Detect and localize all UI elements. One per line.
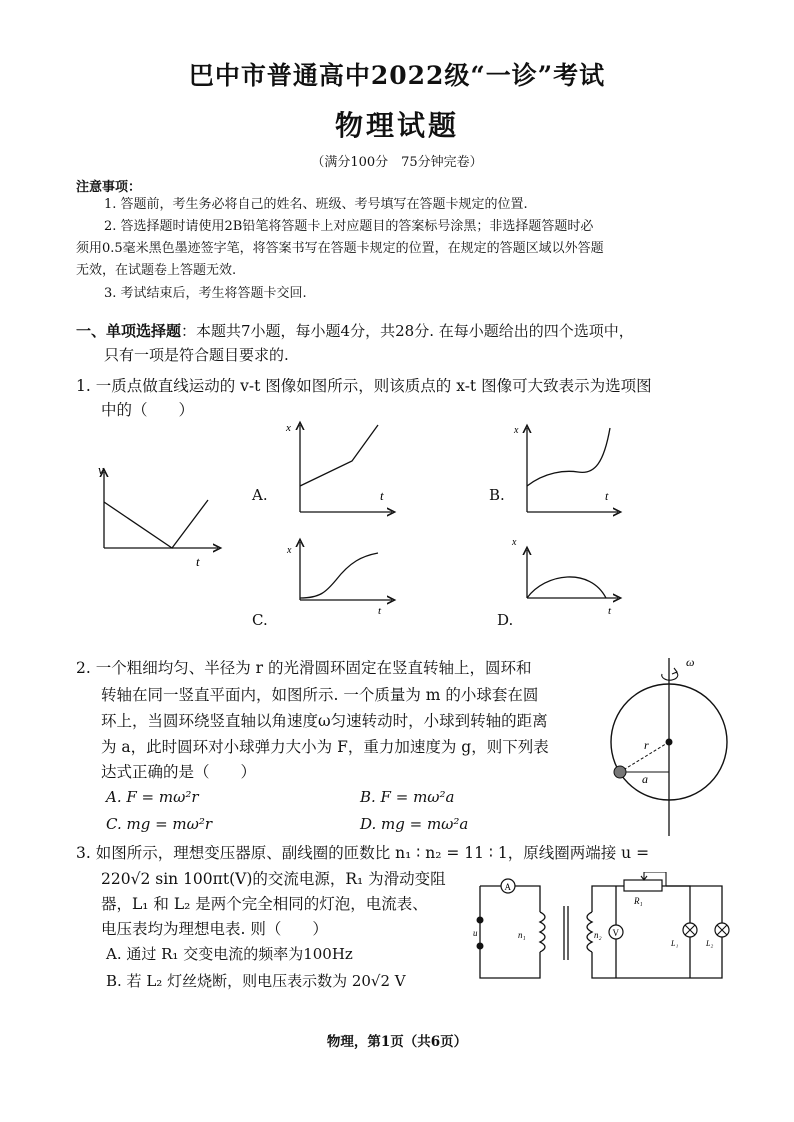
ammeter-label: A (504, 882, 511, 892)
graph-d-t-label: t (608, 605, 612, 617)
q2-stem-line1: 2. 一个粗细均匀、半径为 r 的光滑圆环固定在竖直转轴上，圆环和 (76, 659, 532, 677)
a-label: a (642, 772, 648, 786)
q3-stem-line1: 3. 如图所示，理想变压器原、副线圈的匝数比 n₁ ∶ n₂ = 11 ∶ 1，原线圈两端接 u = (76, 844, 650, 862)
rheostat-R1 (624, 880, 662, 891)
q2-stem-line4: 为 a，此时圆环对小球弹力大小为 F，重力加速度为 g，则下列表 (101, 738, 549, 756)
q3-stem-line3: 器，L₁ 和 L₂ 是两个完全相同的灯泡，电流表、 (101, 895, 428, 913)
L1-label: L₁ (671, 939, 679, 948)
q3-stem-line2: 220√2 sin 100πt(V)的交流电源，R₁ 为滑动变阻 (101, 870, 446, 888)
q3-circuit-figure (468, 872, 734, 986)
ball (614, 766, 626, 778)
q2-stem-line5: 达式正确的是（ ） (101, 763, 257, 781)
q1-graph-b (513, 425, 618, 512)
section1-desc: ：本题共7小题，每小题4分，共28分. 在每小题给出的四个选项中， (181, 322, 634, 340)
q2-stem-line3: 环上，当圆环绕竖直轴以角速度ω匀速转动时，小球到转轴的距离 (101, 712, 548, 730)
r-label: r (644, 738, 649, 752)
secondary-coil (587, 912, 592, 952)
q1-stem-line2: 中的（ ） (101, 401, 195, 419)
page-footer: 物理，第1页（共6页） (326, 1034, 468, 1050)
L2-label: L₂ (706, 939, 714, 948)
q1-option-a: A. (252, 486, 268, 504)
note-item-2-cont2: 无效，在试题卷上答题无效. (76, 263, 237, 278)
section1-desc-2: 只有一项是符合题目要求的. (104, 346, 289, 364)
R1-label: R₁ (634, 896, 643, 906)
primary-coil (540, 912, 545, 952)
note-item-2-cont: 须用0.5毫米黑色墨迹签字笔，将答案书写在答题卡规定的位置，在规定的答题区域以外答题 (76, 241, 604, 256)
graph-a-t-label: t (380, 488, 384, 503)
graph-c-t-label: t (378, 605, 382, 617)
voltmeter-label: V (612, 928, 619, 938)
q2-option-c: C. mg = mω²r (106, 815, 213, 833)
q1-option-d: D. (497, 611, 514, 629)
graph-c-x-label: x (287, 545, 292, 556)
q2-ring-figure (600, 652, 740, 842)
vt-t-label: t (196, 554, 200, 569)
vt-v-label: v (98, 462, 104, 477)
q3-option-b: B. 若 L₂ 灯丝烧断，则电压表示数为 20√2 V (106, 972, 406, 990)
q2-option-a: A. F = mω²r (106, 788, 199, 806)
exam-title: 巴中市普通高中2022级“一诊”考试 (188, 61, 606, 90)
subject-title: 物理试题 (334, 109, 459, 142)
graph-d-x-label: x (512, 537, 517, 548)
graph-c-curve (300, 553, 378, 598)
q1-option-b: B. (489, 486, 505, 504)
graph-d-curve (527, 577, 606, 598)
q1-option-c: C. (252, 611, 268, 629)
n2-label: n₂ (594, 930, 602, 940)
terminal-bottom (477, 943, 484, 950)
q1-vt-graph (98, 462, 218, 569)
n1-label: n₁ (518, 930, 526, 940)
note-item-3: 3. 考试结束后，考生将答题卡交回. (104, 286, 307, 301)
section1-label: 一、单项选择题 (76, 322, 182, 340)
notes-heading: 注意事项： (76, 180, 142, 195)
note-item-1: 1. 答题前，考生务必将自己的姓名、班级、考号填写在答题卡规定的位置. (104, 197, 528, 212)
exam-meta: （满分100分 75分钟完卷） (311, 155, 483, 170)
vt-curve (104, 500, 208, 548)
q1-stem-line1: 1. 一质点做直线运动的 v-t 图像如图所示，则该质点的 x-t 图像可大致表示为选项图 (76, 377, 652, 395)
graph-b-x-label: x (514, 425, 519, 436)
graph-b-t-label: t (605, 489, 609, 503)
u-label: u (473, 928, 478, 938)
note-item-2: 2. 答选择题时请使用2B铅笔将答题卡上对应题目的答案标号涂黑；非选择题答题时必 (104, 219, 594, 234)
graph-a-x-label: x (286, 422, 291, 434)
q1-graph-d (511, 537, 618, 617)
terminal-top (477, 917, 484, 924)
omega-label: ω (686, 655, 695, 669)
q3-stem-line4: 电压表均为理想电表. 则（ ） (101, 920, 328, 938)
q1-graph-c (286, 542, 392, 617)
q1-graph-a (285, 422, 392, 512)
q2-option-d: D. mg = mω²a (360, 815, 469, 833)
graph-b-curve (527, 428, 610, 486)
q2-option-b: B. F = mω²a (360, 788, 455, 806)
q3-option-a: A. 通过 R₁ 交变电流的频率为100Hz (106, 945, 353, 963)
graph-a-curve (300, 425, 378, 486)
q2-stem-line2: 转轴在同一竖直平面内，如图所示. 一个质量为 m 的小球套在圆 (101, 686, 539, 704)
